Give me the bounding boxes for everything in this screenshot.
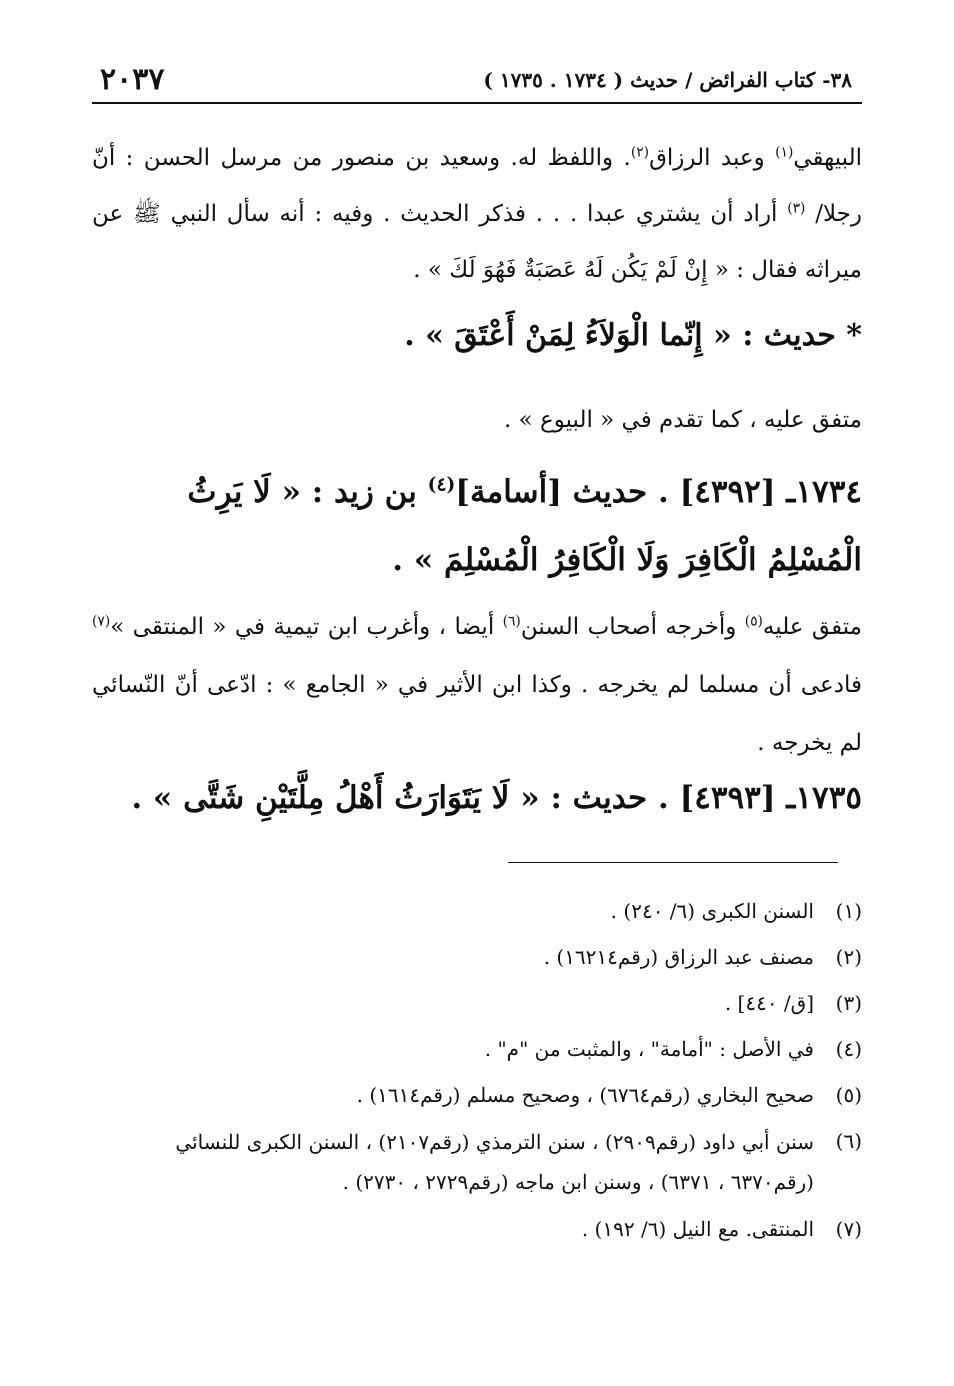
footnote-ref-1[interactable]: (١) bbox=[775, 144, 794, 161]
footnotes bbox=[92, 892, 862, 1256]
footnote-ref-2[interactable]: (٢) bbox=[630, 144, 650, 161]
page-number: ٢٠٣٧ bbox=[100, 62, 165, 97]
page-header bbox=[92, 62, 862, 104]
paragraph-3: متفق عليه$^{(٥)}$ وأخرجه أصحاب السنن$^{(٦)}$ أيضا ، وأغرب ابن تيمية في « المنتقى »$^{(٧)}$ فادعى أن مسلما لم يخرجه . وكذا ابن الأثير في « الجامع » : ادّعى أنّ النّسائي لم يخرجه . bbox=[92, 613, 862, 756]
footnote-5: (٥) صحيح البخاري (رقم٦٧٦٤) ، وصحيح مسلم (رقم١٦١٤) . bbox=[356, 1083, 862, 1107]
paragraph-2: متفق عليه ، كما تقدم في « البيوع » . bbox=[503, 407, 862, 433]
paragraph-1: البيهقي$^{(١)}$ وعبد الرزاق$^{(٢)}$. واللفظ له. وسعيد بن منصور من مرسل الحسن : أنّ رجلا/ $^{(٣)}$ أراد أن يشتري عبدا . . . فذكر الحديث . وفيه : أنه سأل النبي ﷺ عن ميراثه فقال : « إِنْ لَمْ يَكُن لَهُ عَصَبَةٌ فَهُوَ لَكَ » . bbox=[92, 144, 863, 283]
footnote-ref-5[interactable]: (٥) bbox=[744, 613, 763, 630]
footnote-7: (٧) المنتقى. مع النيل (٦/ ١٩٢) . bbox=[581, 1217, 862, 1241]
footnote-ref-7[interactable]: (٧) bbox=[92, 613, 111, 630]
footnote-ref-6[interactable]: (٦) bbox=[502, 613, 521, 630]
hadith-1734-heading: ١٧٣٤ـ [٤٣٩٢] . حديث [أسامة]$^{(٤)}$ بن زيد : « لَا يَرِثُ الْمُسْلِمُ الْكَافِرَ وَلَا الْكَافِرُ الْمُسْلِمَ » . bbox=[187, 474, 862, 578]
hadith-heading-wala: * حديث : « إِنّما الْوَلاَءُ لِمَنْ أَعْتَقَ » . bbox=[404, 318, 862, 353]
hadith-1735-heading: ١٧٣٥ـ [٤٣٩٣] . حديث : « لَا يَتَوَارَثُ أَهْلُ مِلَّتَيْنِ شَتَّى » . bbox=[131, 780, 862, 816]
footnote-6: (٦) سنن أبي داود (رقم٢٩٠٩) ، سنن الترمذي (رقم٢١٠٧) ، السنن الكبرى للنسائي (رقم٦٣٧٠ ، ٦٣٧١) ، وسنن ابن ماجه (رقم٢٧٢٩ ، ٢٧٣٠) . bbox=[175, 1129, 862, 1194]
footnote-3: (٣) [ق/ ٤٤٠] . bbox=[724, 991, 862, 1015]
footnote-4: (٤) في الأصل : "أمامة" ، والمثبت من "م" . bbox=[484, 1037, 862, 1061]
footnote-divider bbox=[508, 862, 838, 863]
footnote-1: (١) السنن الكبرى (٦/ ٢٤٠) . bbox=[610, 899, 862, 923]
footnote-ref-3[interactable]: (٣) bbox=[787, 200, 806, 217]
footnote-2: (٢) مصنف عبد الرزاق (رقم١٦٢١٤) . bbox=[543, 945, 862, 969]
header-title: ٣٨- كتاب الفرائض / حديث ( ١٧٣٤ . ١٧٣٥ ) bbox=[483, 68, 852, 92]
footnote-ref-4[interactable]: (٤) bbox=[427, 474, 456, 496]
